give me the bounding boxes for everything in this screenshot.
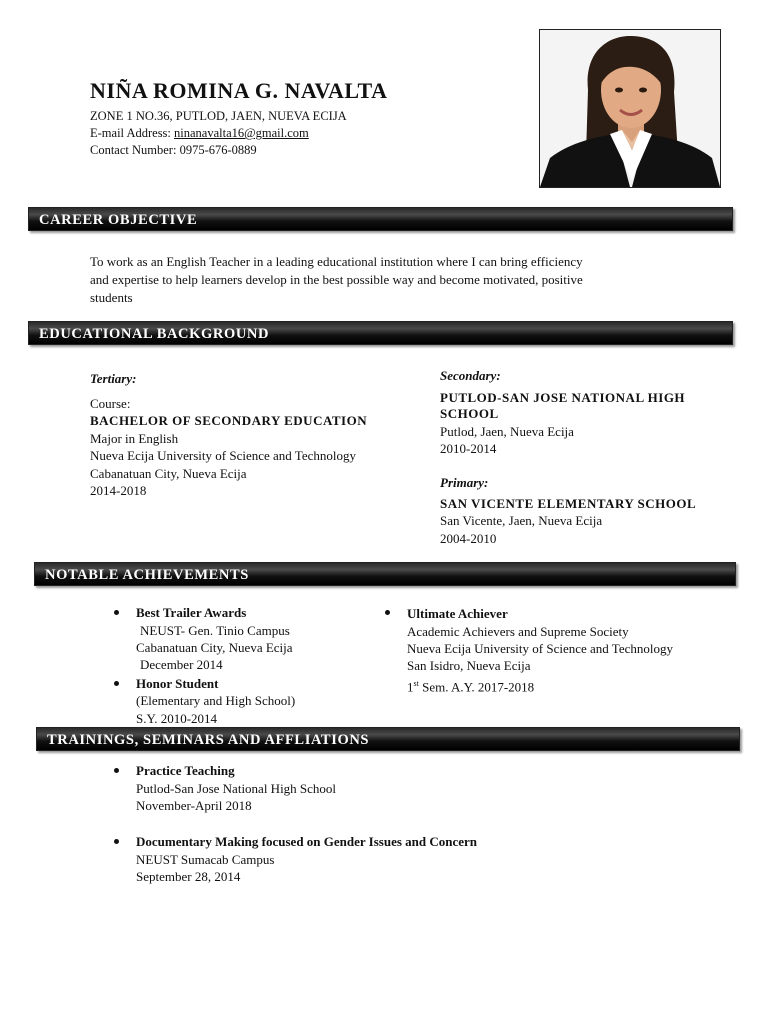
secondary-years: 2010-2014 <box>440 441 497 456</box>
bullet-icon <box>114 839 119 844</box>
objective-line-1: To work as an English Teacher in a leading educational institution where I can bring efficiency <box>90 254 583 269</box>
primary-years: 2004-2010 <box>440 531 497 546</box>
primary-label: Primary: <box>440 475 489 490</box>
course-label: Course: <box>90 396 131 411</box>
tertiary-label: Tertiary: <box>90 371 137 386</box>
secondary-school-line1: PUTLOD-SAN JOSE NATIONAL HIGH <box>440 390 686 405</box>
achievement-2-line-2: S.Y. 2010-2014 <box>136 711 218 726</box>
semester-text: Sem. A.Y. 2017-2018 <box>418 679 535 695</box>
achievement-1-line-2: Cabanatuan City, Nueva Ecija <box>136 640 293 655</box>
tertiary-school: Nueva Ecija University of Science and Technology <box>90 448 356 463</box>
section-bar-education <box>28 321 733 345</box>
section-bar-trainings <box>36 727 740 751</box>
training-1-line-2: November-April 2018 <box>136 798 252 813</box>
achievement-2-line-1: (Elementary and High School) <box>136 693 296 708</box>
tertiary-degree: BACHELOR OF SECONDARY EDUCATION <box>90 413 368 428</box>
training-1-line-1: Putlod-San Jose National High School <box>136 781 337 796</box>
training-2-title: Documentary Making focused on Gender Issues and Concern <box>136 834 478 849</box>
achievement-1-title: Best Trailer Awards <box>136 605 247 620</box>
semester-suffix: st <box>413 679 419 688</box>
tertiary-location: Cabanatuan City, Nueva Ecija <box>90 466 247 481</box>
bullet-icon <box>114 610 119 615</box>
bullet-icon <box>114 681 119 686</box>
email-link[interactable]: ninanavalta16@gmail.com <box>174 126 309 140</box>
section-title-education: EDUCATIONAL BACKGROUND <box>39 326 270 342</box>
achievement-3-line-1: Academic Achievers and Supreme Society <box>407 624 629 639</box>
tertiary-years: 2014-2018 <box>90 483 147 498</box>
achievement-3-semester <box>407 675 534 696</box>
objective-line-2: and expertise to help learners develop in the best possible way and become motivated, positive <box>90 272 583 287</box>
bullet-icon <box>114 768 119 773</box>
section-title-achievements: NOTABLE ACHIEVEMENTS <box>45 567 249 583</box>
objective-line-3: students <box>90 290 133 305</box>
training-2-line-1: NEUST Sumacab Campus <box>136 852 275 867</box>
achievement-3-title: Ultimate Achiever <box>407 606 508 621</box>
primary-location: San Vicente, Jaen, Nueva Ecija <box>440 513 603 528</box>
section-bar-achievements <box>34 562 736 586</box>
achievement-3-line-3: San Isidro, Nueva Ecija <box>407 658 531 673</box>
training-2-line-2: September 28, 2014 <box>136 869 241 884</box>
achievement-3-line-2: Nueva Ecija University of Science and Technology <box>407 641 673 656</box>
secondary-school-line2: SCHOOL <box>440 406 499 421</box>
achievement-1-line-1: NEUST- Gen. Tinio Campus <box>140 623 290 638</box>
secondary-location: Putlod, Jaen, Nueva Ecija <box>440 424 574 439</box>
address: ZONE 1 NO.36, PUTLOD, JAEN, NUEVA ECIJA <box>90 109 347 123</box>
email-line <box>90 125 309 142</box>
email-label: E-mail Address: <box>90 126 175 140</box>
section-title-career: CAREER OBJECTIVE <box>39 212 198 228</box>
achievement-1-line-3: December 2014 <box>140 657 223 672</box>
achievement-2-title: Honor Student <box>136 676 219 691</box>
secondary-label: Secondary: <box>440 368 501 383</box>
section-bar-career-objective <box>28 207 733 231</box>
semester-number: 1 <box>407 679 414 695</box>
section-title-trainings: TRAININGS, SEMINARS AND AFFLIATIONS <box>47 732 370 748</box>
bullet-icon <box>385 610 390 615</box>
contact-number: Contact Number: 0975-676-0889 <box>90 143 257 157</box>
training-1-title: Practice Teaching <box>136 763 235 778</box>
candidate-name: NIÑA ROMINA G. NAVALTA <box>90 78 388 103</box>
profile-photo <box>539 29 721 188</box>
tertiary-major: Major in English <box>90 431 179 446</box>
primary-school: SAN VICENTE ELEMENTARY SCHOOL <box>440 496 697 511</box>
